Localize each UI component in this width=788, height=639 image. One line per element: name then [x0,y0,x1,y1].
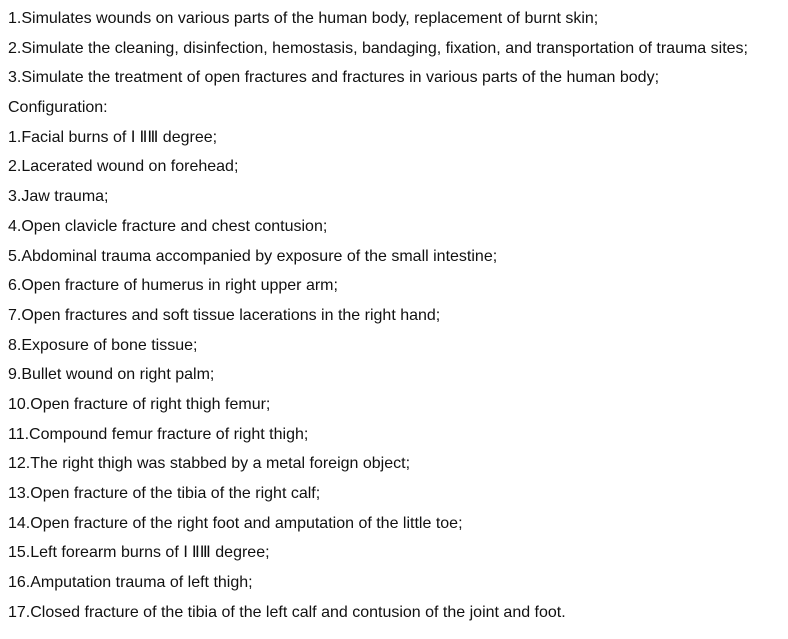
text-line [8,66,786,96]
list-item [8,334,786,364]
text-line [8,37,786,67]
line-text: 3.Jaw trauma; [8,188,109,206]
line-text: 3.Simulate the treatment of open fractures and fractures in various parts of the human body; [8,69,660,87]
line-text: 6.Open fracture of humerus in right upper arm; [8,277,338,295]
line-text: 1.Facial burns of [8,128,131,146]
line-text: 16.Amputation trauma of left thigh; [8,574,253,592]
list-item [8,245,786,275]
line-text: Configuration: [8,99,108,117]
line-text: 14.Open fracture of the right foot and amputation of the little toe; [8,514,463,532]
list-item [8,304,786,334]
line-text: 2.Simulate the cleaning, disinfection, hemostasis, bandaging, fixation, and transportation of trauma sites; [8,39,748,57]
list-item [8,423,786,453]
line-text-suffix: degree; [210,544,270,562]
roman-numerals: Ⅰ ⅡⅢ [183,544,211,562]
line-text: 8.Exposure of bone tissue; [8,336,198,354]
line-text: 12.The right thigh was stabbed by a metal foreign object; [8,455,411,473]
list-item [8,185,786,215]
list-item [8,512,786,542]
list-item [8,155,786,185]
line-text: 2.Lacerated wound on forehead; [8,158,239,176]
text-line [8,7,786,37]
list-item [8,482,786,512]
line-text: 7.Open fractures and soft tissue lacerations in the right hand; [8,306,441,324]
list-item [8,274,786,304]
line-text: 13.Open fracture of the tibia of the right calf; [8,485,321,502]
line-text: 1.Simulates wounds on various parts of the human body, replacement of burnt skin; [8,10,599,27]
list-item [8,452,786,482]
line-text: 11.Compound femur fracture of right thigh; [8,425,309,443]
line-text: 4.Open clavicle fracture and chest contusion; [8,217,328,235]
line-text: 9.Bullet wound on right palm; [8,366,215,384]
line-text: 17.Closed fracture of the tibia of the left calf and contusion of the joint and foot. [8,603,566,621]
list-item [8,601,786,631]
list-item [8,126,786,156]
section-heading [8,96,786,126]
document-text [8,7,786,630]
line-text: 15.Left forearm burns of [8,544,184,562]
line-text: 10.Open fracture of right thigh femur; [8,395,271,413]
roman-numerals: Ⅰ ⅡⅢ [130,128,159,146]
list-item [8,541,786,571]
list-item [8,393,786,423]
list-item [8,363,786,393]
line-text: 5.Abdominal trauma accompanied by exposure of the small intestine; [8,247,498,265]
line-text-suffix: degree; [158,128,218,146]
list-item [8,215,786,245]
list-item [8,571,786,601]
